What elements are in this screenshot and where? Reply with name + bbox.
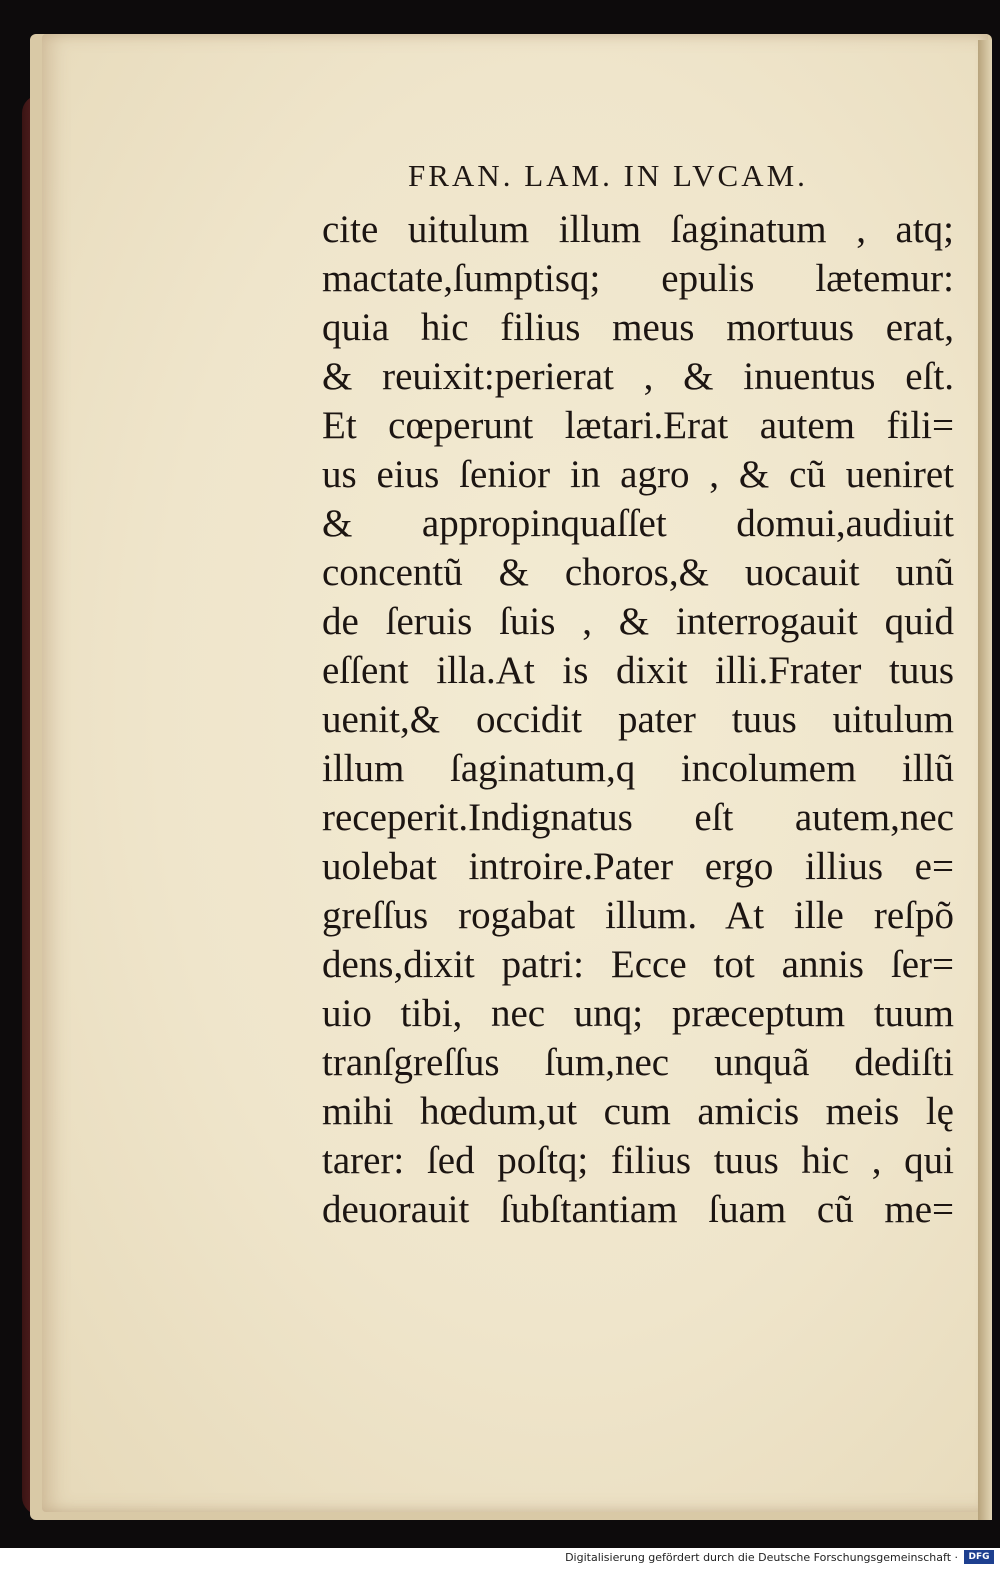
text-line: dens,dixit patri: Ecce tot annis ſer=	[322, 943, 954, 986]
text-line: receperit.Indignatus eſt autem,nec	[322, 796, 954, 839]
text-line: mactate,ſumptisq; epulis lætemur:	[322, 257, 954, 300]
text-line: tarer: ſed poſtq; filius tuus hic , qui	[322, 1139, 954, 1182]
text-line: mihi hœdum,ut cum amicis meis lę	[322, 1090, 954, 1133]
text-line: quia hic filius meus mortuus erat,	[322, 306, 954, 349]
text-line: & appropinquaſſet domui,audiuit	[322, 502, 954, 545]
text-line: us eius ſenior in agro , & cũ ueniret	[322, 453, 954, 496]
text-line: Et cœperunt lætari.Erat autem fili=	[322, 404, 954, 447]
text-line: eſſent illa.At is dixit illi.Frater tuus	[322, 649, 954, 692]
text-line: uenit,& occidit pater tuus uitulum	[322, 698, 954, 741]
text-line: & reuixit:perierat , & inuentus eſt.	[322, 355, 954, 398]
footer-credit: Digitalisierung gefördert durch die Deutsche Forschungsgemeinschaft ·	[565, 1551, 958, 1564]
text-line: deuorauit ſubſtantiam ſuam cũ me=	[322, 1188, 954, 1231]
text-line: uio tibi, nec unq; præceptum tuum	[322, 992, 954, 1035]
text-block	[322, 205, 962, 1234]
running-head: FRAN. LAM. IN LVCAM.	[408, 158, 808, 193]
text-line: cite uitulum illum ſaginatum , atq;	[322, 208, 954, 251]
text-line: illum ſaginatum,q incolumem illũ	[322, 747, 954, 790]
dfg-logo: DFG	[964, 1550, 994, 1564]
text-line: tranſgreſſus ſum,nec unquã dediſti	[322, 1041, 954, 1084]
text-line: concentũ & choros,& uocauit unũ	[322, 551, 954, 594]
page-gutter	[978, 40, 992, 1520]
text-line: uolebat introire.Pater ergo illius e=	[322, 845, 954, 888]
text-line: greſſus rogabat illum. At ille reſpõ	[322, 894, 954, 937]
text-line: de ſeruis ſuis , & interrogauit quid	[322, 600, 954, 643]
